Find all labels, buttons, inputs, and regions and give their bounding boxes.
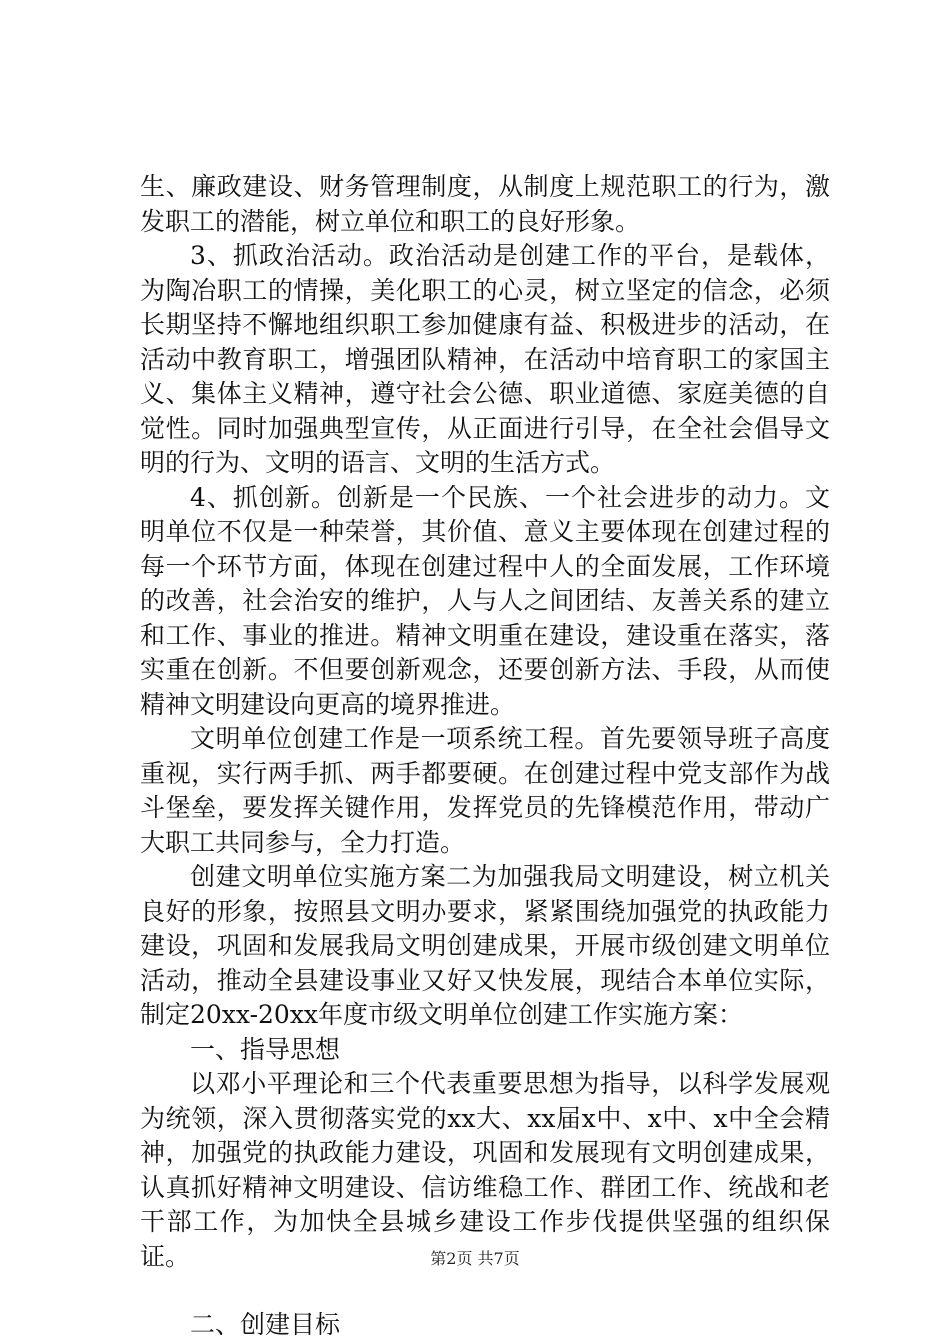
paragraph-innovation: 4、抓创新。创新是一个民族、一个社会进步的动力。文明单位不仅是一种荣誉，其价值、意义主要体现在创建过程的每一个环节方面，体现在创建过程中人的全面发展，工作环境的改善，社会治安的维护，人与人之间团结、友善关系的建立和工作、事业的推进。精神文明重在建设，建设重在落实，落实重在创新。不但要创新观念，还要创新方法、手段，从而使精神文明建设向更高的境界推进。 (140, 482, 830, 719)
paragraph-system-engineering: 文明单位创建工作是一项系统工程。首先要领导班子高度重视，实行两手抓、两手都要硬。在创建过程中党支部作为战斗堡垒，要发挥关键作用，发挥党员的先锋模范作用，带动广大职工共同参与，全力打造。 (140, 724, 830, 857)
page-number-label: 第2页 共7页 (430, 1249, 520, 1268)
paragraph-political-activities: 3、抓政治活动。政治活动是创建工作的平台，是载体，为陶冶职工的情操，美化职工的心灵，树立坚定的信念，必须长期坚持不懈地组织职工参加健康有益、积极进步的活动，在活动中教育职工，增强团队精神，在活动中培育职工的家国主义、集体主义精神，遵守社会公德、职业道德、家庭美德的自觉性。同时加强典型宣传，从正面进行引导，在全社会倡导文明的行为、文明的语言、文明的生活方式。 (140, 241, 830, 477)
paragraph-continuation: 生、廉政建设、财务管理制度，从制度上规范职工的行为，激发职工的潜能，树立单位和职工的良好形象。 (140, 172, 830, 236)
paragraph-plan-two: 创建文明单位实施方案二为加强我局文明建设，树立机关良好的形象，按照县文明办要求，紧紧围绕加强党的执政能力建设，巩固和发展我局文明创建成果，开展市级创建文明单位活动，推动全县建设事业又好又快发展，现结合本单位实际，制定20xx-20xx年度市级文明单位创建工作实施方案： (140, 862, 830, 1029)
body-text (140, 170, 830, 1343)
paragraph-guiding-thought: 以邓小平理论和三个代表重要思想为指导，以科学发展观为统领，深入贯彻落实党的xx大、xx届x中、x中、x中全会精神，加强党的执政能力建设，巩固和发展现有文明创建成果，认真抓好精神文明建设、信访维稳工作、群团工作、统战和老干部工作，为加快全县城乡建设工作步伐提供坚强的组织保证。 (140, 1069, 830, 1271)
section-heading-guiding-thought: 一、指导思想 (190, 1034, 341, 1064)
page-footer (0, 1246, 950, 1269)
section-heading-goals: 二、创建目标 (190, 1310, 341, 1339)
